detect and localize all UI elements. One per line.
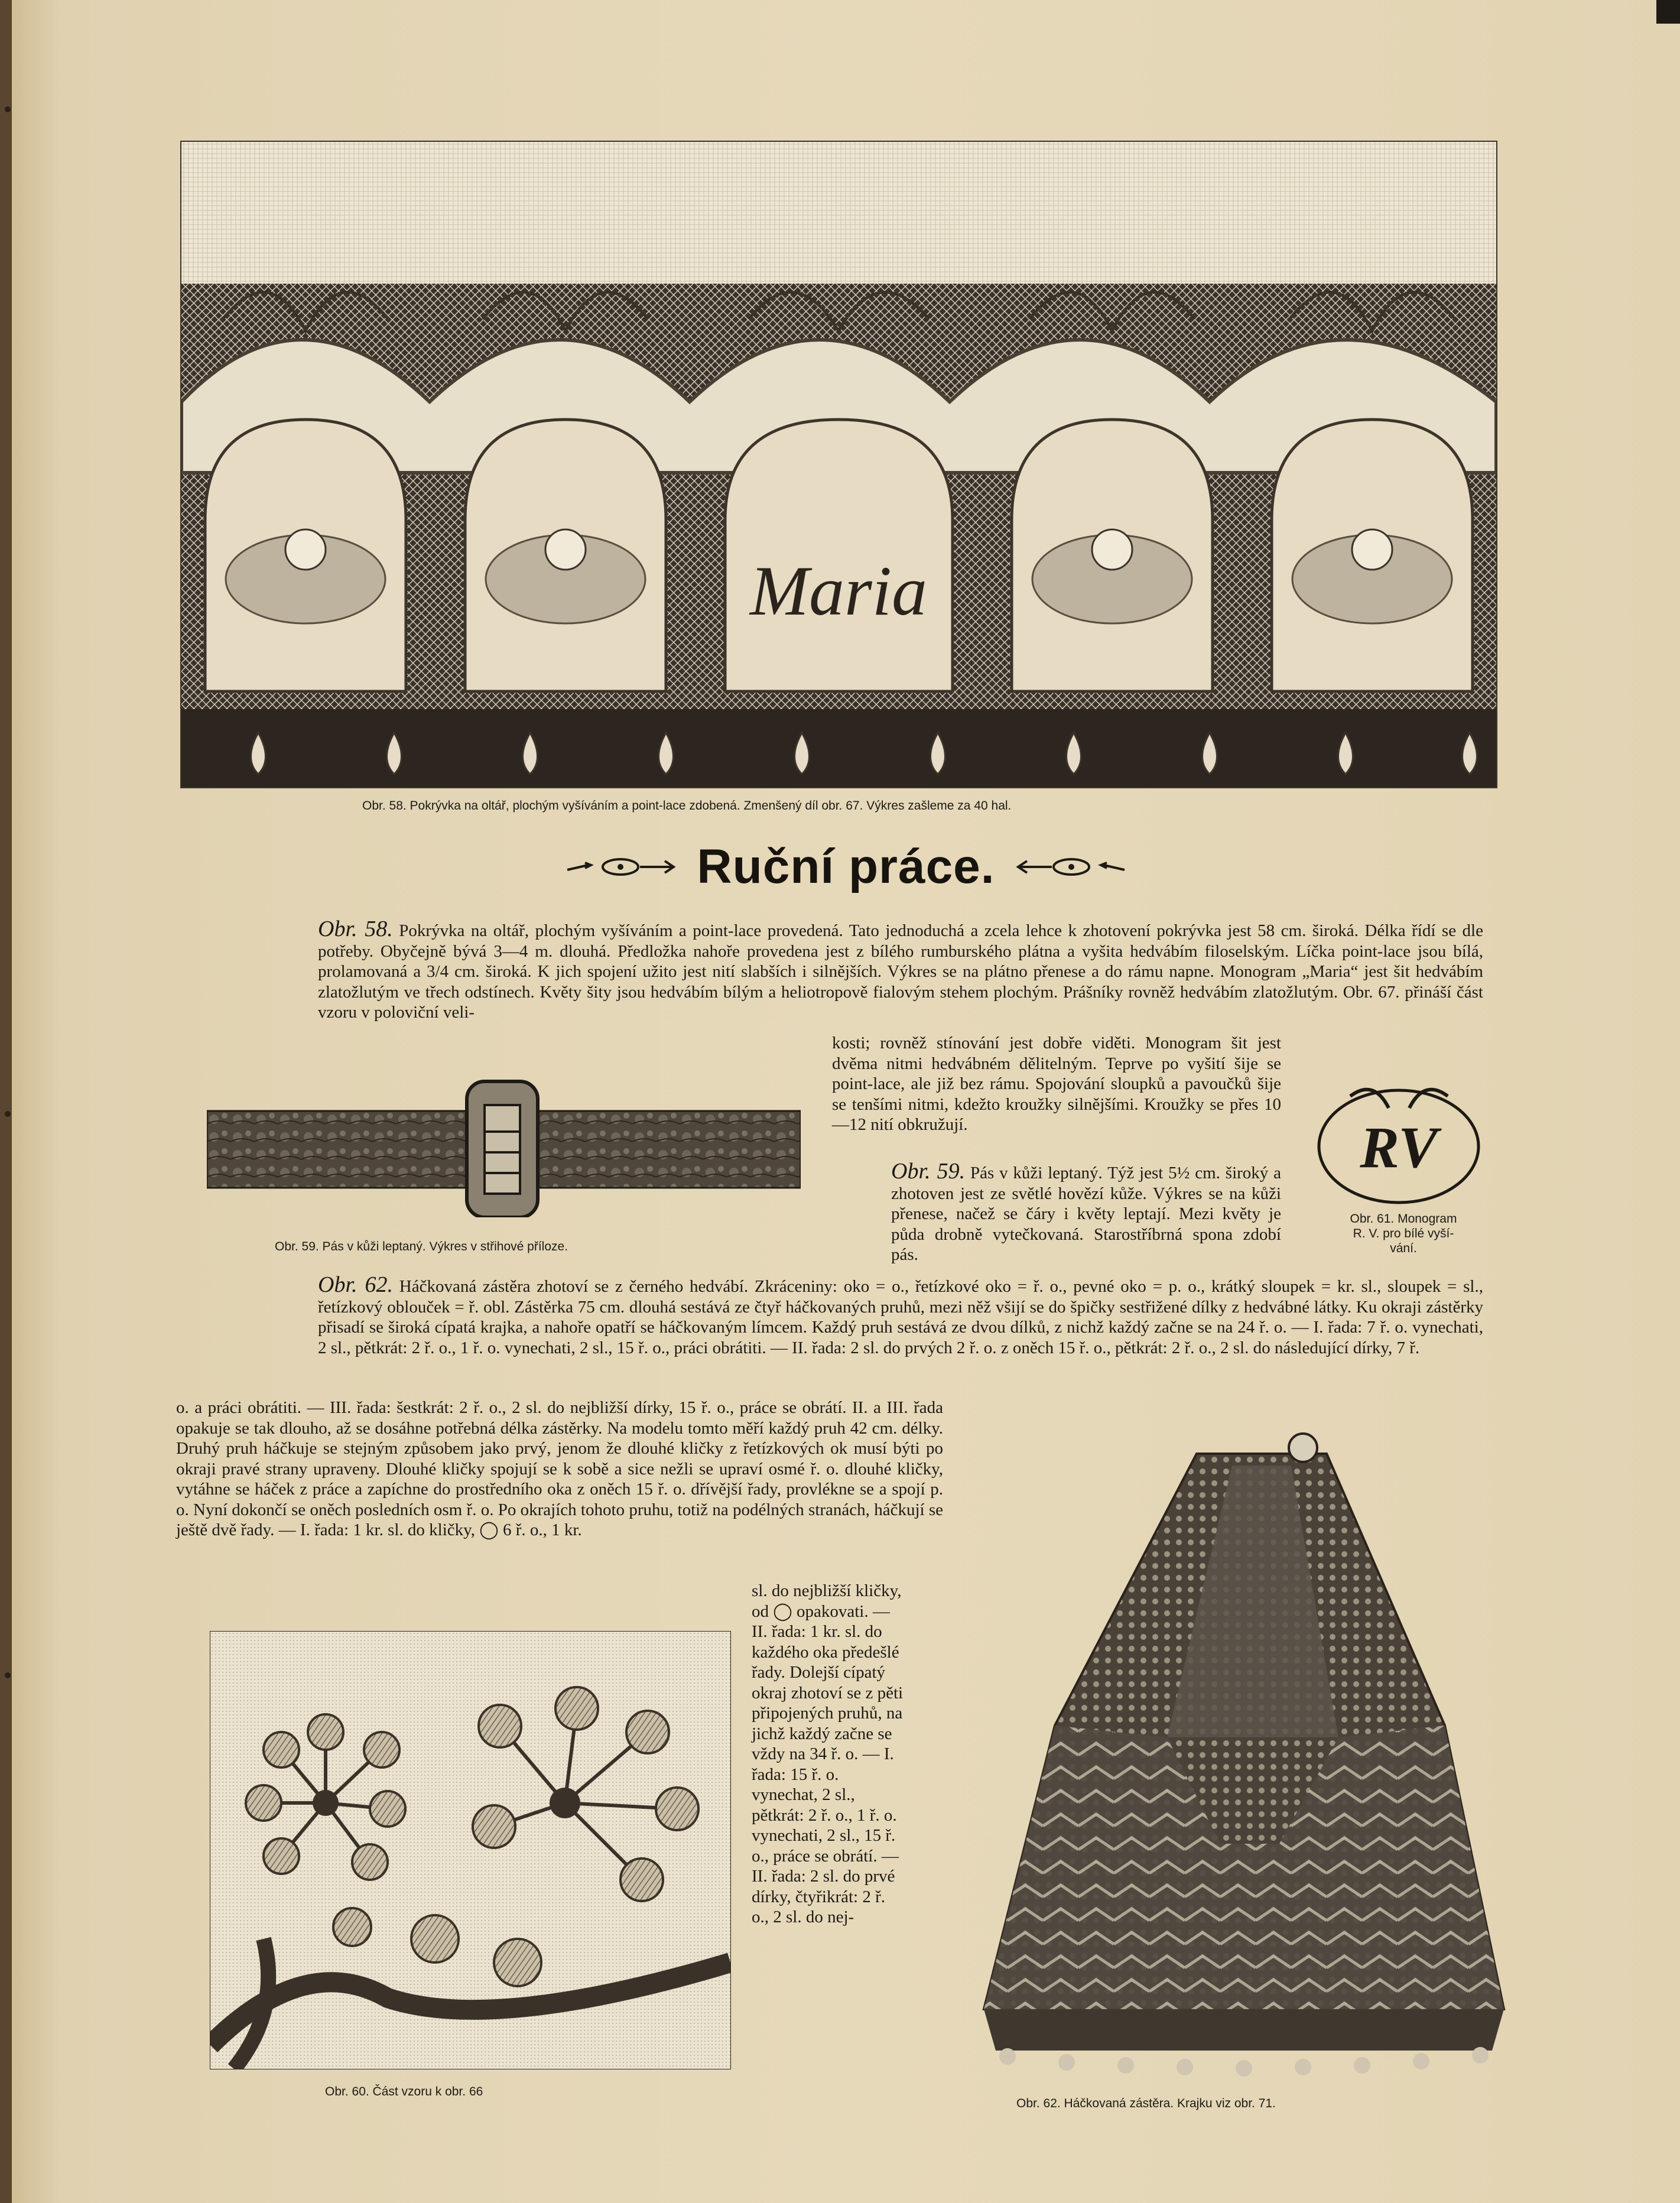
page-title: Ruční práce. <box>697 840 995 893</box>
obr-58-label: Obr. 58. <box>318 917 393 941</box>
figure-61-caption-line: R. V. pro bílé vyší- <box>1353 1227 1454 1240</box>
figure-62-crocheted-apron <box>972 1430 1516 2086</box>
right-ornament-icon <box>1015 852 1127 882</box>
figure-61-caption-line: Obr. 61. Monogram <box>1350 1212 1457 1226</box>
article-obr-62 <box>176 1272 1483 1358</box>
rv-monogram-illustration <box>1315 1073 1483 1208</box>
obr-59-label: Obr. 59. <box>891 1159 966 1184</box>
book-binding-edge <box>0 0 12 2203</box>
article-obr-62-continued <box>176 1398 943 1541</box>
maria-monogram: Maria <box>750 551 927 630</box>
article-obr-58 <box>176 919 1483 1023</box>
figure-62-caption: Obr. 62. Háčkovaná zástěra. Krajku viz obr. 71. <box>1016 2097 1276 2110</box>
obr-62-label: Obr. 62. <box>318 1272 394 1297</box>
obr-59-text: Pás v kůži leptaný. Týž jest 5½ cm. široký a zhotoven jest ze světlé hovězí kůže. Výkres se na kůži přenese, načež se čáry i květy leptají. Mezi květy je půda drobně vytečkovaná. Starostříbrná spona zdobí pás. <box>891 1164 1281 1264</box>
binding-stitch <box>5 1672 11 1678</box>
binding-stitch <box>5 1111 11 1117</box>
rv-monogram: RV <box>1360 1115 1438 1180</box>
obr-58-continued-text: kosti; rovněž stínování jest dobře viděti. Monogram šit jest dvěma nitmi hedvábném dělitelným. Teprve po vyšití šije se point-lace, ale již bez rámu. Spojování sloupků a pavoučků šije se tenšími nitmi, kdežto kroužky silnějšími. Kroužky se přes 10—12 nití obkružují. <box>832 1034 1281 1134</box>
obr-62-text: Háčkovaná zástěra zhotoví se z černého hedvábí. Zkráceniny: oko = o., řetízkové oko = ř. o., pevné oko = p. o., krátký sloupek = kr. sl., sloupek = sl., řetízkový oblouček = ř. obl. Zástěrka 75 cm. dlouhá sestává ze čtyř háčkovaných pruhů, mezi něž všijí se do špičky sestřižené dílky z hedvábné látky. Ku okraji zástěrky přisadí se široká cípatá krajka, a nahoře opatří se háčkovaným límcem. Každý pruh sestává ze dvou dílků, z nichž každý začne se na 24 ř. o. — I. řada: 7 ř. o. vynechati, 2 sl., pětkrát: 2 ř. o., 1 ř. o. vynechati, 2 sl., 15 ř. o., práci obrátiti. — II. řada: 2 sl. do prvých 2 ř. o. z oněch 15 ř. o., pětkrát: 2 ř. o., 2 sl. do následující dírky, 7 ř. <box>318 1277 1483 1357</box>
figure-61-caption <box>1309 1211 1498 1256</box>
article-obr-59 <box>832 1161 1281 1265</box>
figure-58-altar-cloth <box>180 141 1497 788</box>
figure-59-leather-belt <box>207 1075 801 1217</box>
section-heading <box>12 839 1680 895</box>
obr-62-narrow-text: sl. do nejbližší kličky, od ◯ opakovati. — II. řada: 1 kr. sl. do každého oka předešlé řady. Dolejší cípatý okraj zhotoví se z pěti připojených pruhů, na jichž každý začne se vždy na 34 ř. o. — I. řada: 15 ř. o. vynechat, 2 sl., pětkrát: 2 ř. o., 1 ř. o. vynechati, 2 sl., 15 ř. o., práce se obrátí. — II. řada: 2 sl. do prvé dírky, čtyřikrát: 2 ř. o., 2 sl. do nej- <box>752 1581 904 1926</box>
article-obr-62-narrow <box>752 1581 904 1928</box>
figure-60-caption: Obr. 60. Část vzoru k obr. 66 <box>325 2085 483 2098</box>
altar-cloth-illustration <box>181 142 1496 787</box>
pattern-detail-illustration <box>210 1632 730 2069</box>
figure-58-caption: Obr. 58. Pokrývka na oltář, plochým vyšíváním a point-lace zdobená. Zmenšený díl obr. 67. Výkres zašleme za 40 hal. <box>362 799 1012 813</box>
left-ornament-icon <box>564 852 677 882</box>
obr-62-continued-text: o. a práci obrátiti. — III. řada: šestkrát: 2 ř. o., 2 sl. do nejbližší dírky, 15 ř. o., práce se obrátí. II. a III. řada opakuje se tak dlouho, až se dosáhne potřebná délka zástěrky. Na modelu tomto měří každý pruh 42 cm. délky. Druhý pruh háčkuje se stejným způsobem jako prvý, jenom že dlouhé kličky z řetízkových ok musí býti po okraji pravé strany upraveny. Dlouhé kličky spojují se k sobě a sice nežli se upraví osmé ř. o. dlouhé kličky, vytáhne se háček z práce a zapíchne do prostředního oka z oněch 15 ř. o. dřívější řady, provlékne se a spojí p. o. Nyní dokončí se oněch posledních osm ř. o. Po okrajích tohoto pruhu, totiž na podélných stranách, háčkují se ještě dvě řady. — I. řada: 1 kr. sl. do kličky, ◯ 6 ř. o., 1 kr. <box>176 1398 943 1539</box>
figure-59-caption: Obr. 59. Pás v kůži leptaný. Výkres v střihové příloze. <box>275 1240 568 1253</box>
binding-stitch <box>5 106 11 112</box>
figure-61-monogram <box>1315 1073 1483 1208</box>
leather-belt-illustration <box>207 1075 801 1217</box>
corner-ink-mark <box>1656 0 1680 24</box>
crocheted-apron-illustration <box>972 1430 1516 2086</box>
figure-61-caption-line: vání. <box>1390 1242 1417 1255</box>
article-obr-58-continued <box>832 1033 1281 1135</box>
obr-58-text: Pokrývka na oltář, plochým vyšíváním a point-lace provedená. Tato jednoduchá a zcela lehce k zhotovení pokrývka jest 58 cm. široká. Délka řídí se dle potřeby. Obyčejně bývá 3—4 m. dlouhá. Předložka nahoře provedena jest z bílého rumburského plátna a vyšita hedvábím filoselským. Líčka point-lace jsou bílá, prolamovaná a 3/4 cm. široká. K jich spojení užito jest nití slabších i silnějších. Výkres se na plátno přenese a do rámu napne. Monogram „Maria“ jest šit hedvábím zlatožlutým ve třech odstínech. Květy šity jsou hedvábím bílým a heliotropově fialovým stehem plochým. Prášníky rovněž hedvábím zlatožlutým. Obr. 67. přináší část vzoru v poloviční veli- <box>318 921 1483 1022</box>
figure-60-pattern-detail <box>210 1631 731 2069</box>
magazine-page <box>12 0 1680 2203</box>
